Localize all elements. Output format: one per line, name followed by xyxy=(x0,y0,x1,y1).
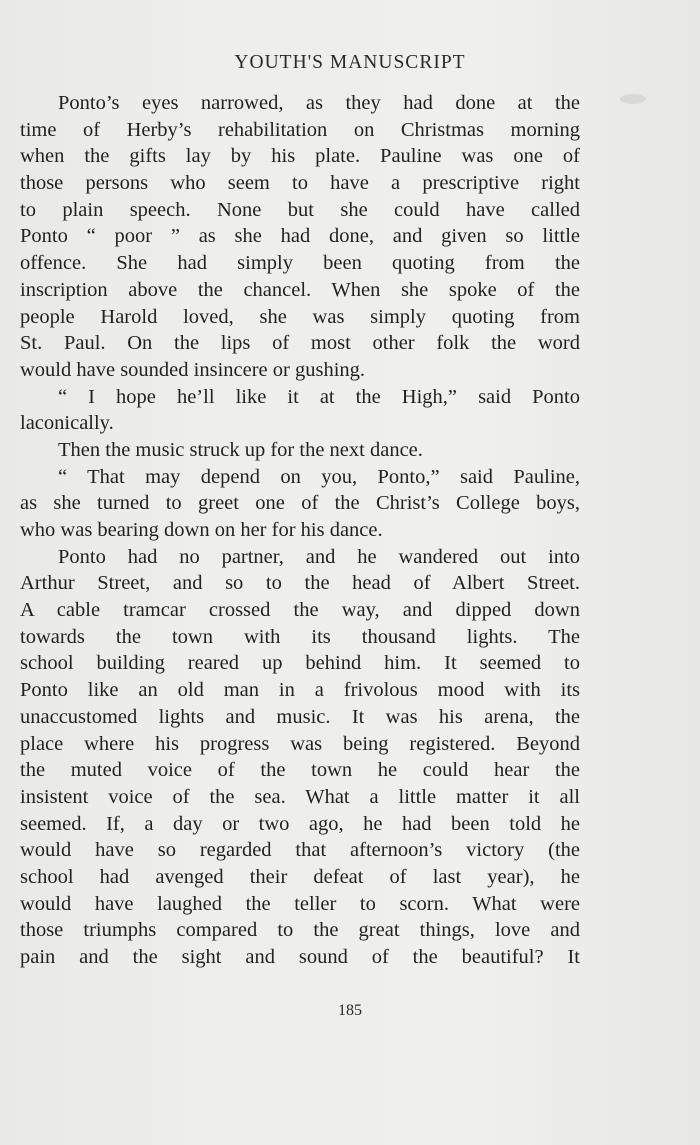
text-line: unaccustomed lights and music. It was his arena, the xyxy=(20,705,580,728)
text-line: school had avenged their defeat of last year), he xyxy=(20,865,580,888)
text-line: Ponto’s eyes narrowed, as they had done at the xyxy=(58,92,580,114)
body-text xyxy=(20,90,580,971)
text-line: offence. She had simply been quoting from the xyxy=(20,252,580,275)
text-line: who was bearing down on her for his dance. xyxy=(20,519,383,541)
text-line: Arthur Street, and so to the head of Albert Street. xyxy=(20,572,580,595)
text-line: school building reared up behind him. It seemed to xyxy=(20,652,580,675)
text-line: Ponto “ poor ” as she had done, and given so little xyxy=(20,225,580,248)
text-line: when the gifts lay by his plate. Pauline was one of xyxy=(20,145,580,168)
text-line: would have so regarded that afternoon’s victory (the xyxy=(20,839,580,862)
page-smudge xyxy=(620,94,646,104)
text-line: Ponto like an old man in a frivolous mood with its xyxy=(20,679,580,702)
page-number: 185 xyxy=(338,1002,362,1019)
text-line: towards the town with its thousand lights. The xyxy=(20,625,580,648)
text-line: seemed. If, a day or two ago, he had been told he xyxy=(20,812,580,835)
text-line: time of Herby’s rehabilitation on Christmas morning xyxy=(20,118,580,141)
text-line: laconically. xyxy=(20,412,114,435)
text-line: Then the music struck up for the next dance. xyxy=(58,438,423,461)
text-line: the muted voice of the town he could hear the xyxy=(20,759,580,782)
paragraph xyxy=(20,464,580,544)
text-line: place where his progress was being registered. Beyond xyxy=(20,732,580,755)
text-line: inscription above the chancel. When she spoke of the xyxy=(20,278,580,301)
paragraph xyxy=(20,544,580,971)
text-line: people Harold loved, she was simply quoting from xyxy=(20,305,580,328)
text-line: pain and the sight and sound of the beautiful? It xyxy=(20,946,580,968)
text-line: A cable tramcar crossed the way, and dipped down xyxy=(20,599,580,622)
paragraph xyxy=(20,384,580,437)
running-head: YOUTH'S MANUSCRIPT xyxy=(234,52,466,73)
text-line: St. Paul. On the lips of most other folk the word xyxy=(20,332,580,355)
paragraph xyxy=(20,90,580,384)
text-line: to plain speech. None but she could have called xyxy=(20,198,580,221)
text-line: those triumphs compared to the great things, love and xyxy=(20,919,580,942)
paragraph xyxy=(20,437,580,464)
text-line: Ponto had no partner, and he wandered out into xyxy=(58,545,580,568)
text-line: as she turned to greet one of the Christ’s College boys, xyxy=(20,492,580,515)
text-line: those persons who seem to have a prescriptive right xyxy=(20,172,580,195)
text-line: “ I hope he’ll like it at the High,” said Ponto xyxy=(58,385,580,408)
text-line: insistent voice of the sea. What a little matter it all xyxy=(20,785,580,808)
text-line: would have laughed the teller to scorn. What were xyxy=(20,892,580,915)
text-line: would have sounded insincere or gushing. xyxy=(20,358,366,381)
text-line: “ That may depend on you, Ponto,” said Pauline, xyxy=(58,465,580,488)
